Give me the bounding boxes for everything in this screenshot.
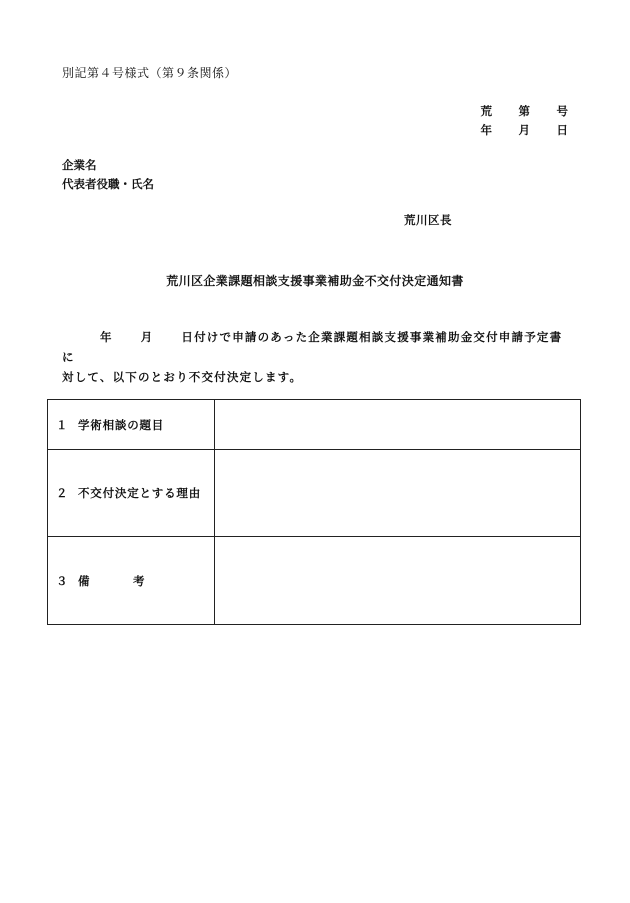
reference-number-block <box>454 101 568 139</box>
row-label-cell <box>48 450 215 537</box>
row-number: ２ <box>56 486 69 500</box>
ref-dai: 第 <box>518 103 530 118</box>
row-label: 学術相談の題目 <box>78 417 165 432</box>
row-value-cell <box>215 537 581 625</box>
table-row <box>48 400 581 450</box>
row-label-cell <box>48 537 215 625</box>
row-label-cell <box>48 400 215 450</box>
row-number: ３ <box>56 573 69 588</box>
reference-date-row <box>454 120 568 139</box>
row-value-cell <box>215 450 581 537</box>
body-month: 月 <box>140 330 154 344</box>
row-number: １ <box>56 417 69 432</box>
body-year: 年 <box>100 330 113 344</box>
body-line1: 日付けで申請のあった企業課題相談支援事業補助金交付申請予定書に <box>62 330 563 364</box>
row-label: 不交付決定とする理由 <box>78 486 201 500</box>
table-row <box>48 450 581 537</box>
details-table <box>47 399 581 625</box>
ref-day: 日 <box>556 122 568 137</box>
ref-go: 号 <box>556 103 568 118</box>
document-title: 荒川区企業課題相談支援事業補助金不交付決定通知書 <box>166 274 464 288</box>
table-row <box>48 537 581 625</box>
issuer-name: 荒川区長 <box>404 213 452 227</box>
recipient-block <box>62 156 154 194</box>
body-line2: 対して、以下のとおり不交付決定します。 <box>62 370 303 384</box>
body-paragraph <box>62 327 572 387</box>
row-label: 備 考 <box>78 573 161 588</box>
ref-prefix: 荒 <box>480 103 492 118</box>
form-number-label: 別記第４号様式（第９条関係） <box>62 66 238 80</box>
row-value-cell <box>215 400 581 450</box>
company-name-label: 企業名 <box>62 158 97 172</box>
ref-month: 月 <box>518 122 530 137</box>
representative-label: 代表者役職・氏名 <box>62 177 154 191</box>
ref-year: 年 <box>480 122 492 137</box>
reference-number-row <box>454 101 568 120</box>
